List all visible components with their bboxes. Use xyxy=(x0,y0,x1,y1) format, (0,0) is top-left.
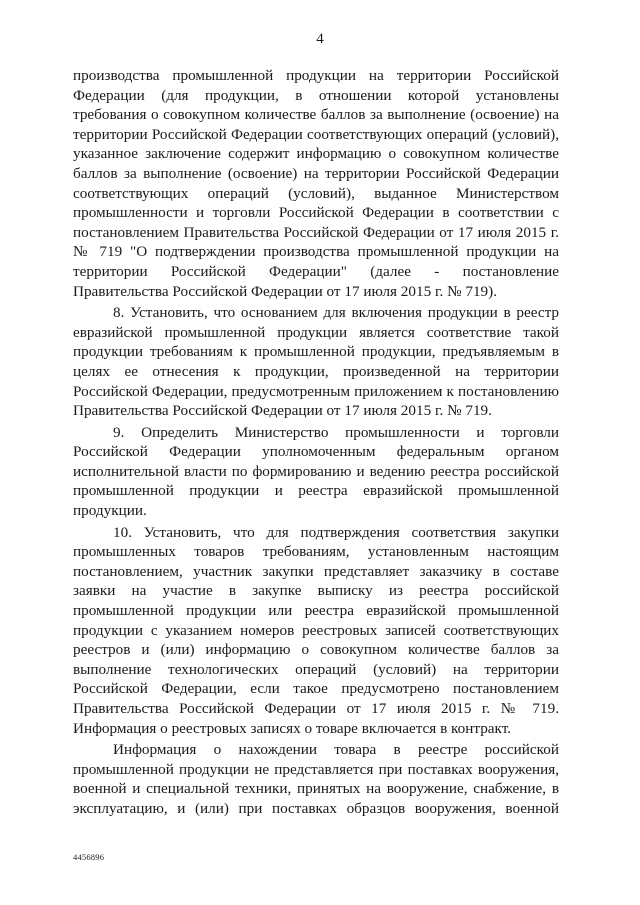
continuation-paragraph: производства промышленной продукции на территории Российской Федерации (для продукции, в отношении которой установлены требования о совокупном количестве баллов за выполнение (освоение) на территории Российской Федерации соответствующих операций (условий), указанное заключение содержит информацию о совокупном количестве баллов за выполнение (освоение) на территории Российской Федерации соответствующих операций (условий), выданное Министерством промышленности и торговли Российской Федерации в соответствии с постановлением Правительства Российской Федерации от 17 июля 2015 г. № 719 "О подтверждении производства промышленной продукции на территории Российской Федерации" (далее - постановление Правительства Российской Федерации от 17 июля 2015 г. № 719). xyxy=(73,67,559,300)
info-paragraph: Информация о нахождении товара в реестре российской промышленной продукции не представляется при поставках вооружения, военной и специальной техники, принятых на вооружение, снабжение, в эксплуатацию, и (или) при поставках образцов вооружения, военной xyxy=(73,741,559,817)
clause-8-paragraph: 8. Установить, что основанием для включения продукции в реестр евразийской промышленной продукции является соответствие такой продукции требованиям к промышленной продукции, предъявляемым в целях ее отнесения к продукции, произведенной на территории Российской Федерации, предусмотренным приложением к постановлению Правительства Российской Федерации от 17 июля 2015 г. № 719. xyxy=(73,304,559,420)
clause-9-paragraph: 9. Определить Министерство промышленности и торговли Российской Федерации уполномоченным федеральным органом исполнительной власти по формированию и ведению реестра российской промышленной продукции и реестра евразийской промышленной продукции. xyxy=(73,423,559,520)
document-id-footer: 4456896 xyxy=(73,852,105,862)
page-number: 4 xyxy=(316,31,324,47)
document-body xyxy=(73,66,559,819)
clause-10-paragraph: 10. Установить, что для подтверждения соответствия закупки промышленных товаров требованиям, установленным настоящим постановлением, участник закупки представляет заказчику в составе заявки на участие в закупке выписку из реестра российской промышленной продукции или реестра евразийской промышленной продукции с указанием номеров реестровых записей соответствующих реестров и (или) информацию о совокупном количестве баллов за выполнение технологических операций (условий) на территории Российской Федерации, если такое предусмотрено постановлением Правительства Российской Федерации от 17 июля 2015 г. № 719. Информация о реестровых записях о товаре включается в контракт. xyxy=(73,523,559,737)
